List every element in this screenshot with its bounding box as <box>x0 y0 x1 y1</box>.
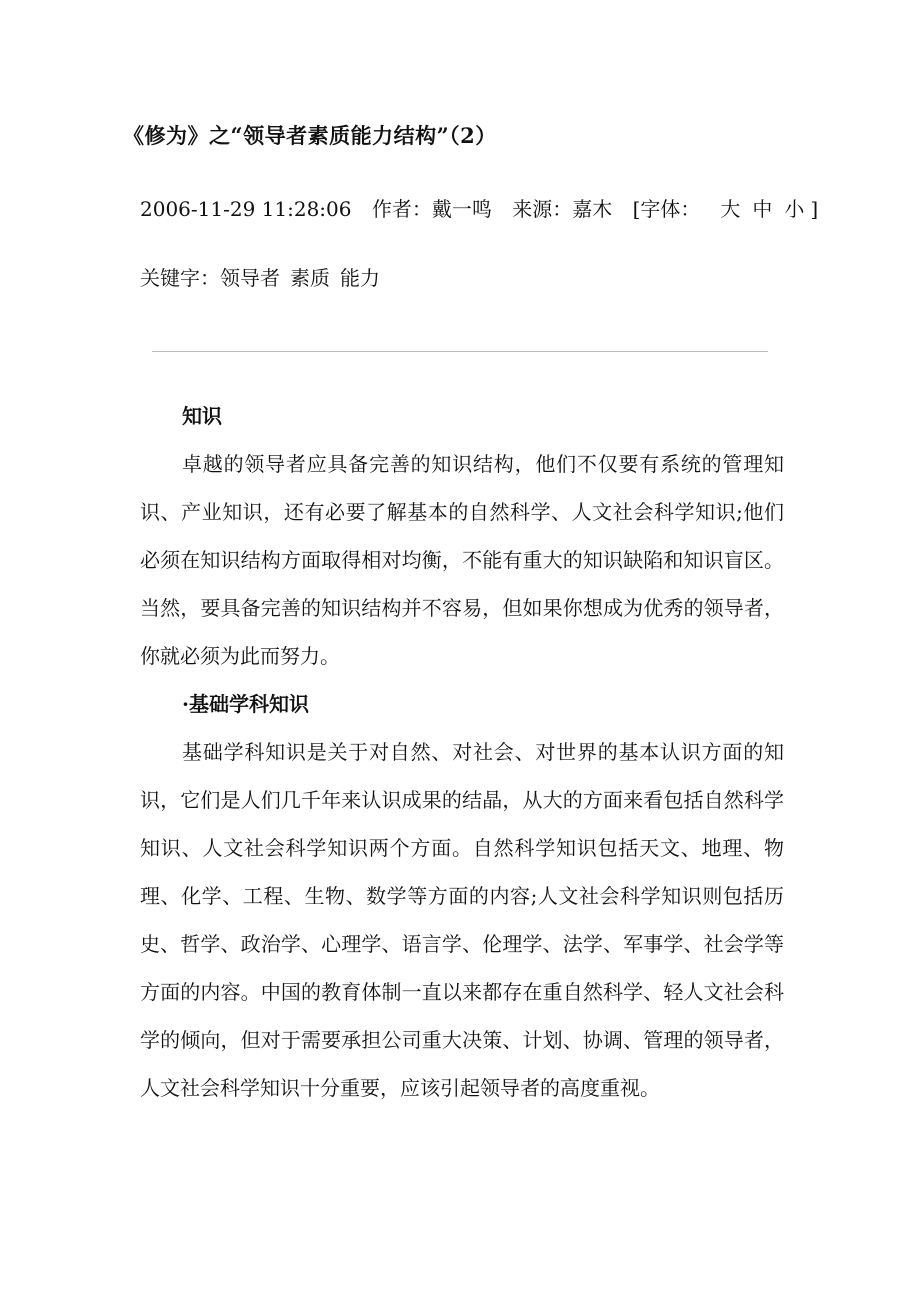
publish-datetime: 2006-11-29 11:28:06 <box>140 197 352 221</box>
keyword-link[interactable]: 领导者 <box>220 266 280 290</box>
keyword-link[interactable]: 能力 <box>340 266 380 290</box>
section-heading: 知识 <box>182 404 222 428</box>
source: 来源：嘉木 <box>512 197 613 221</box>
section-paragraph: 基础学科知识是关于对自然、对社会、对世界的基本认识方面的知识，它们是人们几千年来认识成果的结晶，从大的方面来看包括自然科学知识、人文社会科学知识两个方面。自然科学知识包括天文、地理、物理、化学、工程、生物、数学等方面的内容;人文社会科学知识则包括历史、哲学、政治学、心理学、语言学、伦理学、法学、军事学、社会学等方面的内容。中国的教育体制一直以来都存在重自然科学、轻人文社会科学的倾向，但对于需要承担公司重大决策、计划、协调、管理的领导者，人文社会科学知识十分重要，应该引起领导者的高度重视。 <box>140 740 784 1100</box>
font-large-link[interactable]: 大 <box>720 197 741 221</box>
keyword-link[interactable]: 素质 <box>290 266 330 290</box>
section-heading: ·基础学科知识 <box>182 692 309 716</box>
section-paragraph: 卓越的领导者应具备完善的知识结构，他们不仅要有系统的管理知识、产业知识，还有必要了解基本的自然科学、人文社会科学知识;他们必须在知识结构方面取得相对均衡，不能有重大的知识缺陷和知识盲区。当然，要具备完善的知识结构并不容易，但如果你想成为优秀的领导者，你就必须为此而努力。 <box>140 452 784 668</box>
font-small-link[interactable]: 小 <box>784 197 805 221</box>
font-medium-link[interactable]: 中 <box>752 197 773 221</box>
divider <box>152 351 768 352</box>
keywords-label: 关键字： <box>140 266 220 290</box>
author: 作者：戴一鸣 <box>371 197 492 221</box>
keywords <box>140 262 390 291</box>
article-body <box>140 392 784 1112</box>
font-size-bracket: ] <box>810 197 819 221</box>
font-size-selector <box>633 197 833 221</box>
font-size-label: [字体： <box>632 197 701 221</box>
article-title: 《修为》之“领导者素质能力结构”（2） <box>123 123 497 148</box>
article-meta <box>140 193 846 222</box>
